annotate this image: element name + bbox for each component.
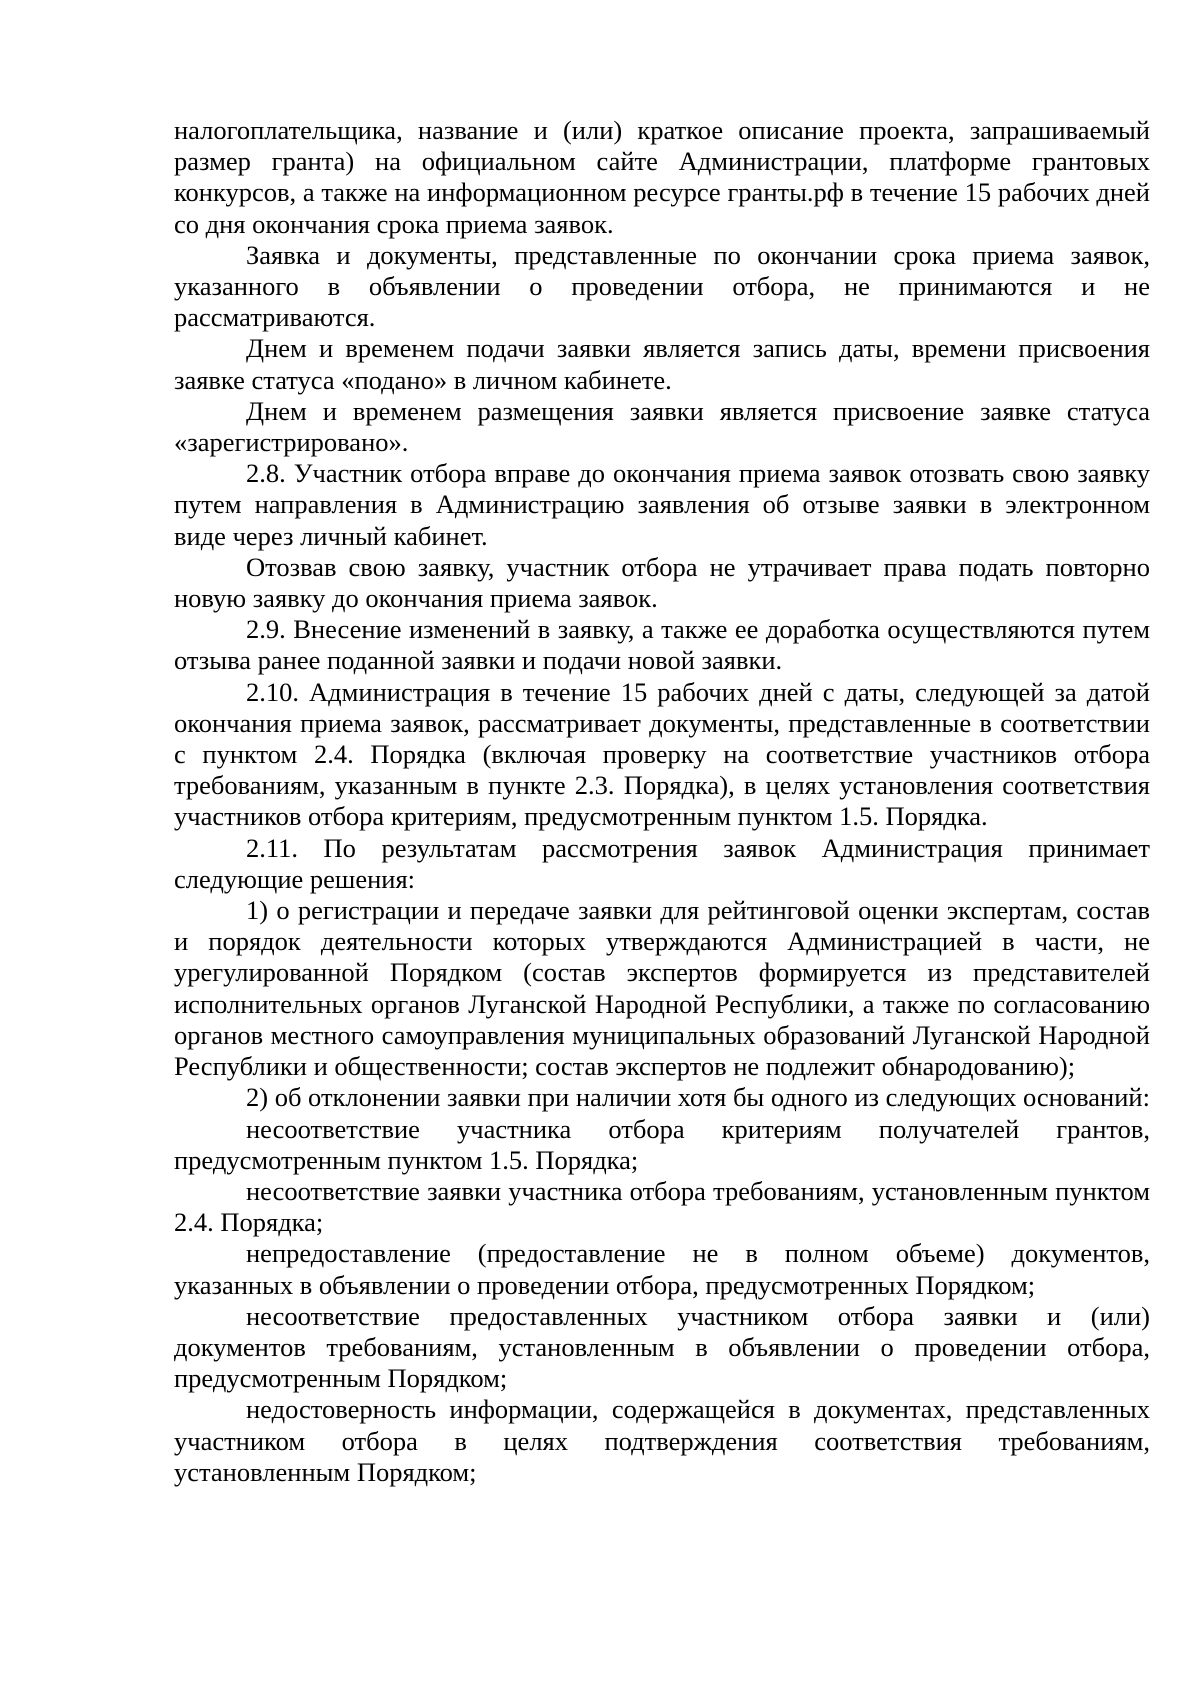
paragraph-ground-nonconformity: несоответствие предоставленных участником отбора заявки и (или) документов требованиям, установленным в объявлении о проведении отбора, предусмотренным Порядком; [174, 1300, 1150, 1394]
paragraph-2-8-withdrawal: 2.8. Участник отбора вправе до окончания приема заявок отозвать свою заявку путем направления в Администрацию заявления об отзыве заявки в электронном виде через личный кабинет. [174, 458, 1150, 551]
paragraph-resubmission: Отозвав свою заявку, участник отбора не утрачивает права подать повторно новую заявку до окончания приема заявок. [174, 551, 1150, 614]
paragraph-ground-missing-documents: непредоставление (предоставление не в полном объеме) документов, указанных в объявлении о проведении отбора, предусмотренных Порядком; [174, 1238, 1150, 1300]
paragraph-ground-requirements: несоответствие заявки участника отбора требованиям, установленным пунктом 2.4. Порядка; [174, 1175, 1150, 1238]
paragraph-2-10-review: 2.10. Администрация в течение 15 рабочих дней с даты, следующей за датой окончания приема заявок, рассматривает документы, представленные в соответствии с пунктом 2.4. Порядка (включая проверку на соответствие участников отбора требованиям, указанным в пункте 2.3. Порядка), в целях установления соответствия участников отбора критериям, предусмотренным пунктом 1.5. Порядка. [174, 676, 1150, 832]
paragraph-late-applications: Заявка и документы, представленные по окончании срока приема заявок, указанного в объявлении о проведении отбора, не принимаются и не рассматриваются. [174, 239, 1150, 333]
document-body [174, 115, 1150, 1488]
paragraph-ground-false-information: недостоверность информации, содержащейся в документах, представленных участником отбора в целях подтверждения соответствия требованиям, установленным Порядком; [174, 1394, 1150, 1487]
paragraph-ground-criteria: несоответствие участника отбора критериям получателей грантов, предусмотренным пунктом 1.5. Порядка; [174, 1113, 1150, 1175]
paragraph-2-11-decisions: 2.11. По результатам рассмотрения заявок Администрация принимает следующие решения: [174, 832, 1150, 894]
paragraph-2-9-changes: 2.9. Внесение изменений в заявку, а также ее доработка осуществляются путем отзыва ранее поданной заявки и подачи новой заявки. [174, 614, 1150, 676]
paragraph-decision-1-registration: 1) о регистрации и передаче заявки для рейтинговой оценки экспертам, состав и порядок деятельности которых утверждаются Администрацией в части, не урегулированной Порядком (состав экспертов формируется из представителей исполнительных органов Луганской Народной Республики, а также по согласованию органов местного самоуправления муниципальных образований Луганской Народной Республики и общественности; состав экспертов не подлежит обнародованию); [174, 895, 1150, 1082]
paragraph-publication-terms: налогоплательщика, название и (или) краткое описание проекта, запрашиваемый размер гранта) на официальном сайте Администрации, платформе грантовых конкурсов, а также на информационном ресурсе гранты.рф в течение 15 рабочих дней со дня окончания срока приема заявок. [174, 115, 1150, 239]
paragraph-placement-time: Днем и временем размещения заявки является присвоение заявке статуса «зарегистрировано». [174, 395, 1150, 458]
paragraph-submission-time: Днем и временем подачи заявки является запись даты, времени присвоения заявке статуса «подано» в личном кабинете. [174, 333, 1150, 395]
paragraph-decision-2-rejection: 2) об отклонении заявки при наличии хотя бы одного из следующих оснований: [246, 1082, 1150, 1113]
